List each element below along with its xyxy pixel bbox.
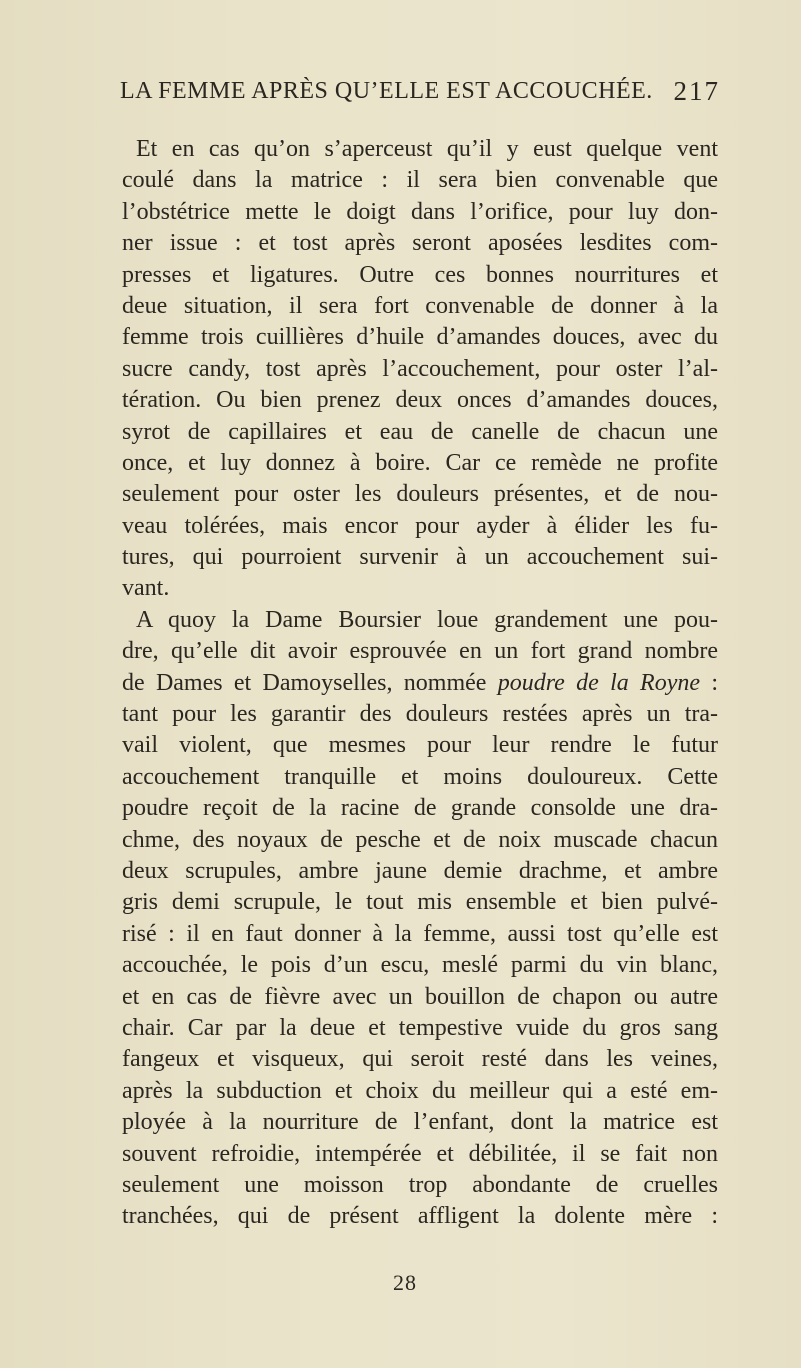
text-line: Et en cas qu’on s’aperceust qu’il y eust quelque vent <box>136 136 718 162</box>
text-line: sucre candy, tost après l’accouchement, pour oster l’al- <box>122 355 718 382</box>
text-line: deux scrupules, ambre jaune demie drachme, et ambre <box>122 857 718 884</box>
text-line: once, et luy donnez à boire. Car ce remède ne profite <box>122 449 718 476</box>
text-line: dre, qu’elle dit avoir esprouvée en un fort grand nombre <box>122 638 718 665</box>
text-line: femme trois cuillières d’huile d’amandes douces, avec du <box>122 324 718 351</box>
text-line: tération. Ou bien prenez deux onces d’amandes douces, <box>122 387 718 414</box>
running-head <box>120 78 720 118</box>
text-line: tranchées, qui de présent affligent la dolente mère : <box>122 1203 718 1230</box>
text-line: l’obstétrice mette le doigt dans l’orifice, pour luy don- <box>122 198 718 225</box>
text-line: syrot de capillaires et eau de canelle de chacun une <box>122 418 718 445</box>
text-line: deue situation, il sera fort convenable de donner à la <box>122 292 718 319</box>
text-segment: : <box>700 669 718 696</box>
text-line: veau tolérées, mais encor pour ayder à élider les fu- <box>122 512 718 539</box>
italic-title: poudre de la Royne <box>497 669 701 696</box>
text-line: seulement pour oster les douleurs présentes, et de nou- <box>122 481 718 508</box>
text-line: souvent refroidie, intempérée et débilitée, il se fait non <box>122 1140 718 1167</box>
text-line: fangeux et visqueux, qui seroit resté dans les veines, <box>122 1046 718 1073</box>
text-line: presses et ligatures. Outre ces bonnes nourritures et <box>122 261 718 288</box>
text-line: gris demi scrupule, le tout mis ensemble et bien pulvé- <box>122 889 718 916</box>
body-text <box>122 134 718 1233</box>
text-line: tures, qui pourroient survenir à un accouchement sui- <box>122 544 718 571</box>
text-line: vant. <box>122 575 170 602</box>
running-title: LA FEMME APRÈS QU’ELLE EST ACCOUCHÉE. <box>120 78 653 104</box>
text-line: ployée à la nourriture de l’enfant, dont la matrice est <box>122 1109 718 1136</box>
text-line: et en cas de fièvre avec un bouillon de chapon ou autre <box>122 983 718 1010</box>
text-line: accouchée, le pois d’un escu, meslé parmi du vin blanc, <box>122 952 718 979</box>
text-line: après la subduction et choix du meilleur qui a esté em- <box>122 1077 718 1104</box>
text-line: coulé dans la matrice : il sera bien convenable que <box>122 167 718 194</box>
text-segment: de Dames et Damoyselles, nommée <box>122 669 498 696</box>
text-line-with-italic <box>122 668 718 699</box>
text-line: tant pour les garantir des douleurs restées après un tra- <box>122 701 718 728</box>
page-number: 217 <box>673 76 720 106</box>
text-line: accouchement tranquille et moins douloureux. Cette <box>122 763 718 790</box>
text-line: chair. Car par la deue et tempestive vuide du gros sang <box>122 1014 718 1041</box>
text-line: risé : il en faut donner à la femme, aussi tost qu’elle est <box>122 920 718 947</box>
text-line: A quoy la Dame Boursier loue grandement une pou- <box>136 606 718 633</box>
text-line: seulement une moisson trop abondante de cruelles <box>122 1171 718 1198</box>
text-line: vail violent, que mesmes pour leur rendre le futur <box>122 732 718 759</box>
text-line: chme, des noyaux de pesche et de noix muscade chacun <box>122 826 718 853</box>
signature-mark: 28 <box>393 1270 417 1295</box>
text-line: ner issue : et tost après seront aposées lesdites com- <box>122 230 718 257</box>
text-line: poudre reçoit de la racine de grande consolde une dra- <box>122 795 718 822</box>
